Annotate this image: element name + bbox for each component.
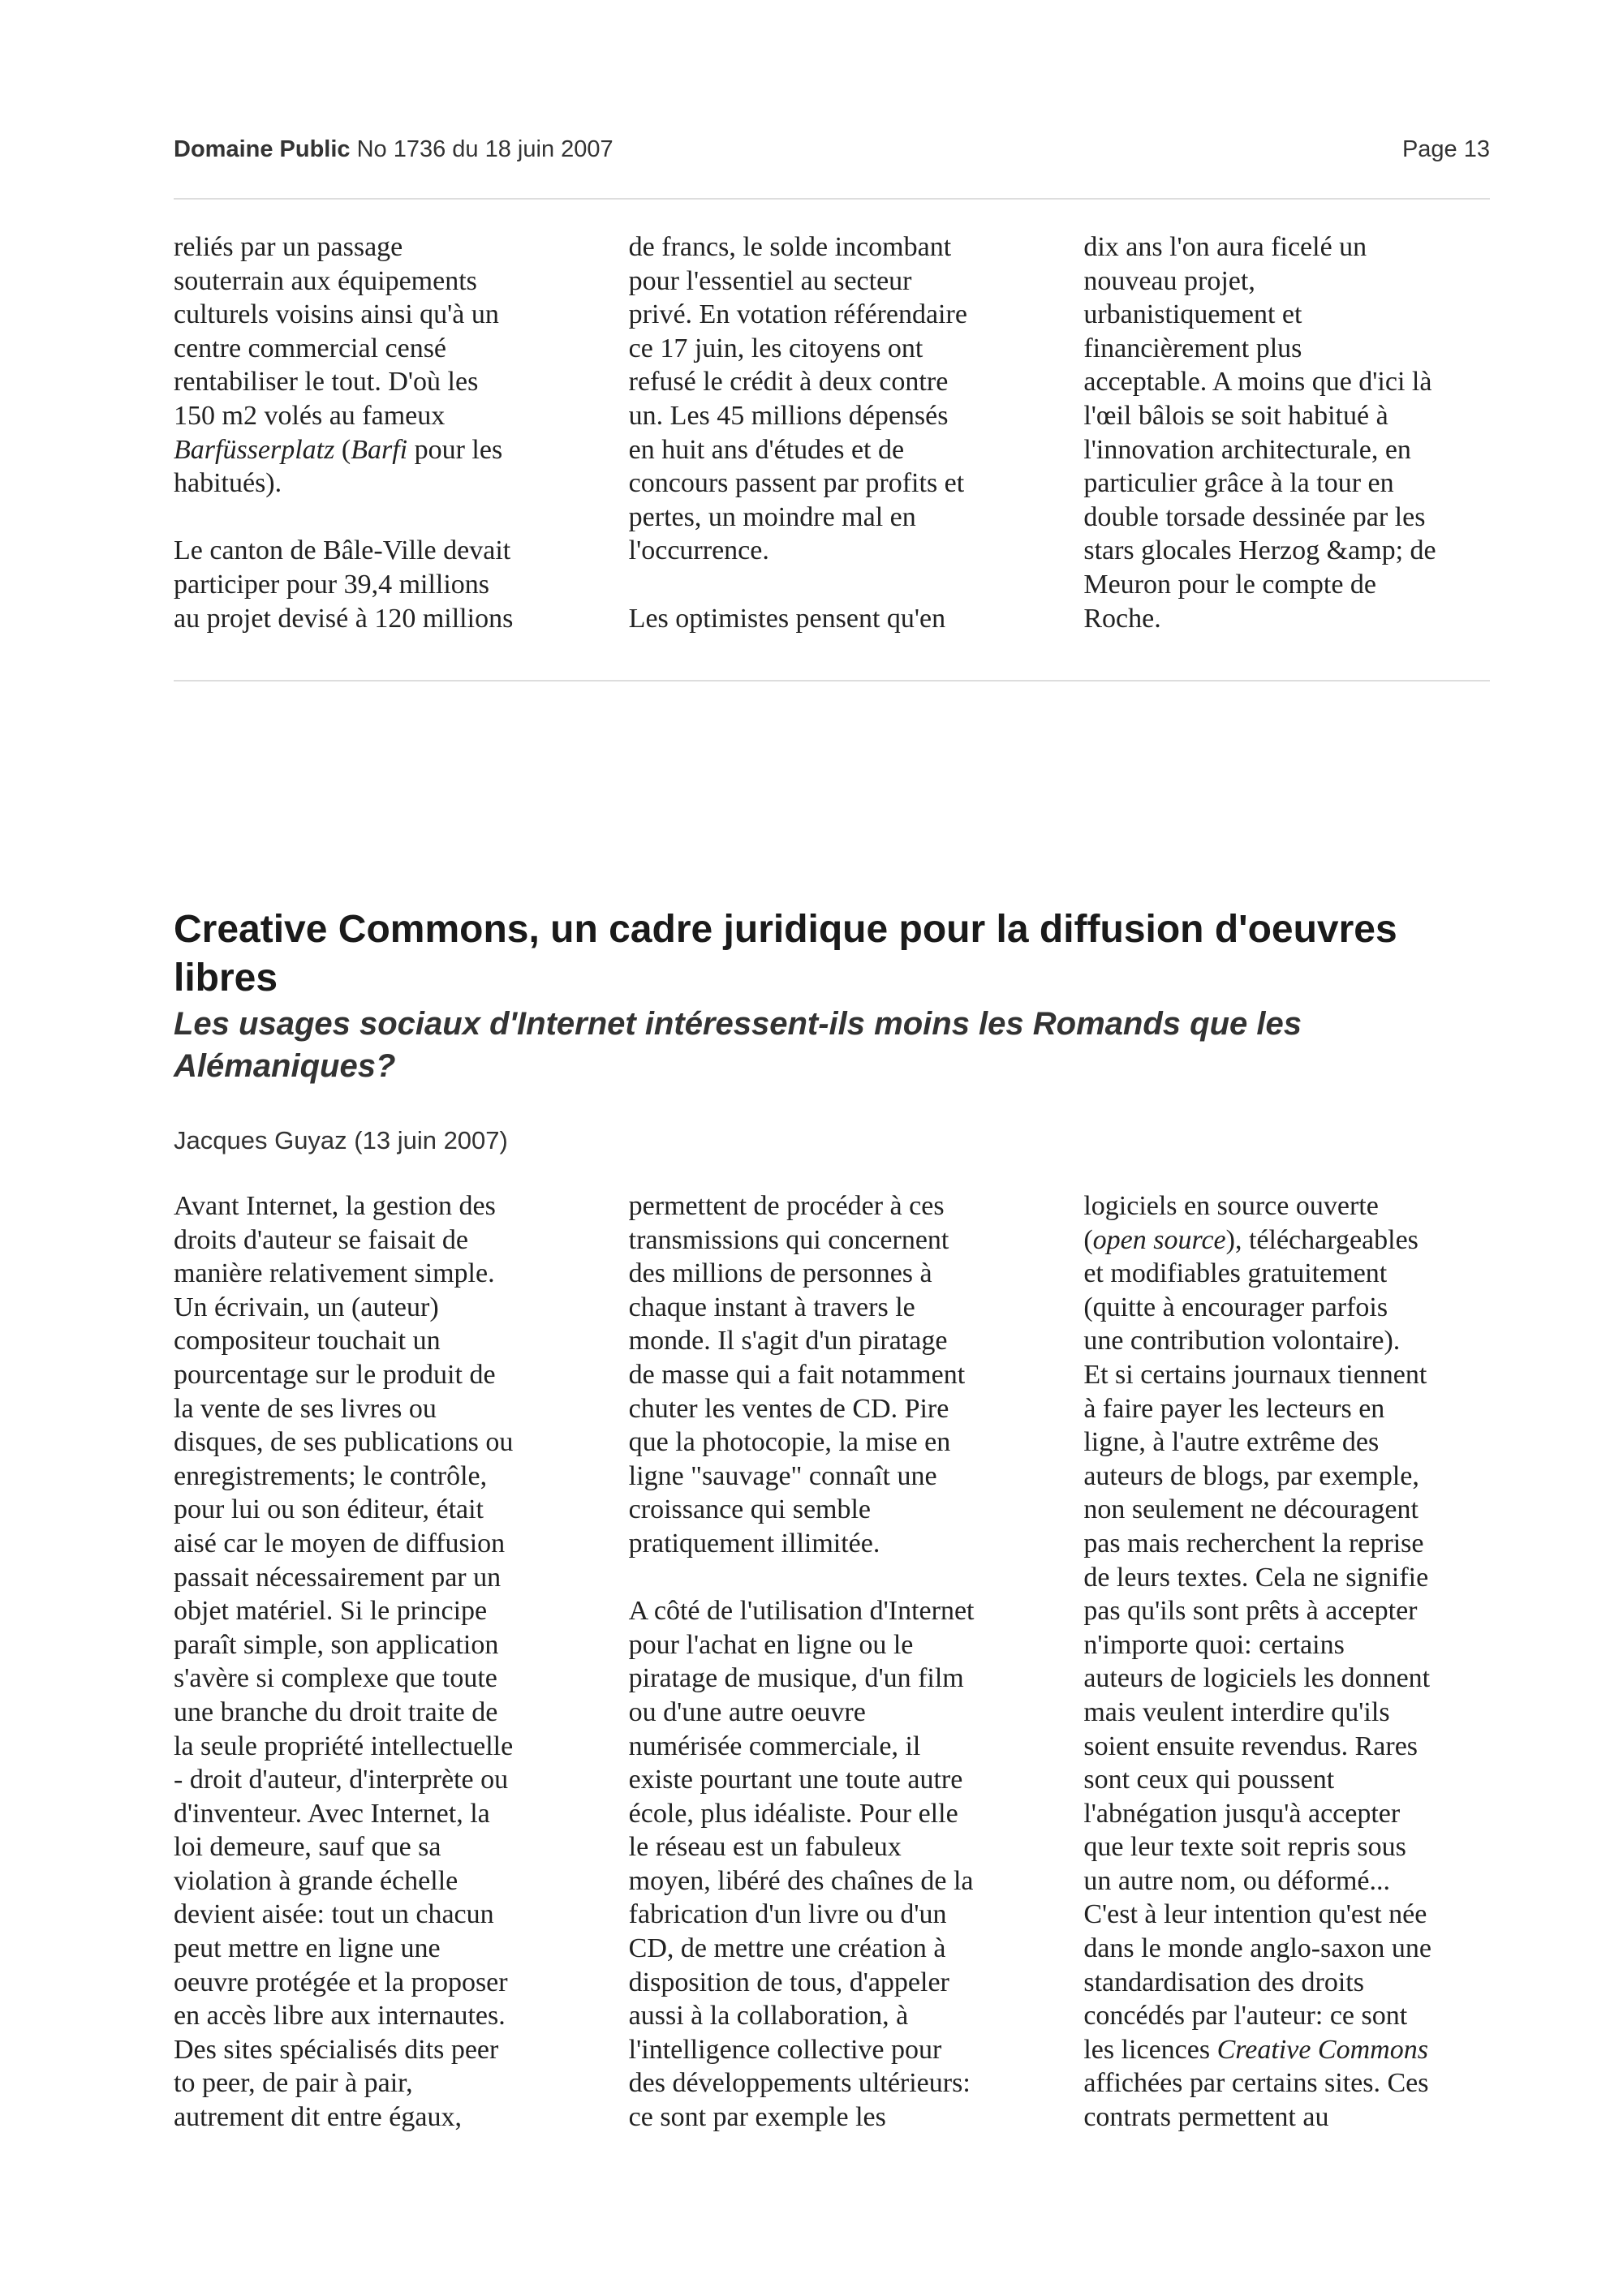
text-line: souterrain aux équipements xyxy=(174,265,477,296)
page-number: Page 13 xyxy=(1401,136,1490,162)
text-block: et modifiables gratuitement (quitte à encourager parfois une contribution volontaire). Et si certains journaux tiennent à faire payer les lecteurs en ligne, à l'autre extrême des auteurs de blogs, par exemple, non seulement ne découragent pas mais recherchent la reprise de leurs textes. Cela ne signifie pas qu'ils sont prêts à accepter n'importe quoi: certains auteurs de logiciels les donnent mais veulent interdire qu'ils soient ensuite revendus. Rares sont ceux qui poussent l'abnégation jusqu'à accepter que leur texte soit repris sous un autre nom, ou déformé... C'est à leur intention qu'est née dans le monde anglo-saxon une standardisation des droits concédés par l'auteur: ce sont xyxy=(1083,1258,1432,2032)
continuation-paragraph xyxy=(174,230,595,501)
continuation-paragraph: dix ans l'on aura ficelé un nouveau projet, urbanistiquement et financièrement plus acceptable. A moins que d'ici là l'œil bâlois se soit habitué à l'innovation architecturale, en particulier grâce à la tour en double torsade dessinée par les stars glocales Herzog &amp; de Meuron pour le compte de Roche. xyxy=(1083,232,1436,634)
article-paragraph: Avant Internet, la gestion des droits d'auteur se faisait de manière relativement simple. Un écrivain, un (auteur) compositeur touchait un pourcentage sur le produit de la vente de ses livres ou disques, de ses publications ou enregistrements; le contrôle, pour lui ou son éditeur, était aisé car le moyen de diffusion passait nécessairement par un objet matériel. Si le principe paraît simple, son application s'avère si complexe que toute une branche du droit traite de la seule propriété intellectuelle - droit d'auteur, d'interprète ou d'inventeur. Avec Internet, la loi demeure, sauf que sa violation à grande échelle devient aisée: tout un chacun peut mettre en ligne une oeuvre protégée et la proposer en accès libre aux internautes. Des sites spécialisés dits peer to peer, de pair à pair, autrement dit entre égaux, xyxy=(174,1191,514,2133)
continuation-paragraph: Le canton de Bâle-Ville devait participer pour 39,4 millions au projet devisé à 120 millions xyxy=(174,535,514,634)
article-column-1 xyxy=(174,1189,595,2135)
article-divider xyxy=(174,680,1490,681)
continuation-column-3 xyxy=(1083,230,1505,635)
text-fragment: pour les xyxy=(407,434,503,465)
continuation-column-2 xyxy=(629,230,1050,635)
continuation-paragraph: Les optimistes pensent qu'en xyxy=(628,603,946,634)
text-line: centre commercial censé xyxy=(174,333,447,363)
article-title: Creative Commons, un cadre juridique pour la diffusion d'oeuvres libres xyxy=(174,908,1397,1000)
article-byline: Jacques Guyaz (13 juin 2007) xyxy=(174,1126,508,1154)
article-column-3 xyxy=(1083,1189,1505,2135)
text-fragment: ( xyxy=(1083,1224,1093,1255)
text-fragment: ), téléchargeables xyxy=(1225,1224,1419,1255)
article-paragraph xyxy=(1083,1189,1505,2135)
creative-commons-italic: Creative Commons xyxy=(1216,2034,1428,2065)
header-divider xyxy=(174,198,1490,200)
publication-name: Domaine Public xyxy=(174,136,351,162)
text-fragment: ( xyxy=(334,434,351,465)
nickname-italic: Barfi xyxy=(351,434,408,465)
text-line: logiciels en source ouverte xyxy=(1083,1191,1379,1221)
continuation-column-1 xyxy=(174,230,595,635)
text-fragment: les licences xyxy=(1083,2034,1217,2065)
text-line: rentabiliser le tout. D'où les xyxy=(174,367,479,398)
text-line: habitués). xyxy=(174,468,282,499)
article-paragraph: permettent de procéder à ces transmissions qui concernent des millions de personnes à chaque instant à travers le monde. Il s'agit d'un piratage de masse qui a fait notamment chuter les ventes de CD. Pire que la photocopie, la mise en ligne "sauvage" connaît une croissance qui semble pratiquement illimitée. xyxy=(628,1191,966,1559)
article-body xyxy=(174,1189,1505,2135)
continuation-paragraph: de francs, le solde incombant pour l'essentiel au secteur privé. En votation référendaire ce 17 juin, les citoyens ont refusé le crédit à deux contre un. Les 45 millions dépensés en huit ans d'études et de concours passent par profits et pertes, un moindre mal en l'occurrence. xyxy=(628,232,967,566)
text-line: culturels voisins ainsi qu'à un xyxy=(174,299,499,330)
text-line: reliés par un passage xyxy=(174,232,403,262)
article-paragraph: A côté de l'utilisation d'Internet pour l'achat en ligne ou le piratage de musique, d'un film ou d'une autre oeuvre numérisée commerciale, il existe pourtant une toute autre école, plus idéaliste. Pour elle le réseau est un fabuleux moyen, libéré des chaînes de la fabrication d'un livre ou d'un CD, de mettre une création à disposition de tous, d'appeler aussi à la collaboration, à l'intelligence collective pour des développements ultérieurs: ce sont par exemple les xyxy=(628,1596,975,2133)
article-column-2 xyxy=(629,1189,1050,2135)
article-subtitle: Les usages sociaux d'Internet intéressent-ils moins les Romands que les Alémaniques? xyxy=(174,1006,1302,1084)
issue-info: No 1736 du 18 juin 2007 xyxy=(350,136,613,162)
text-block: affichées par certains sites. Ces contrats permettent au xyxy=(1083,2068,1429,2133)
page-header xyxy=(174,136,1490,169)
open-source-italic: open source xyxy=(1092,1224,1226,1255)
text-line: 150 m2 volés au fameux xyxy=(174,400,446,431)
place-name-italic: Barfüsserplatz xyxy=(174,434,335,465)
continuation-section xyxy=(174,230,1505,635)
